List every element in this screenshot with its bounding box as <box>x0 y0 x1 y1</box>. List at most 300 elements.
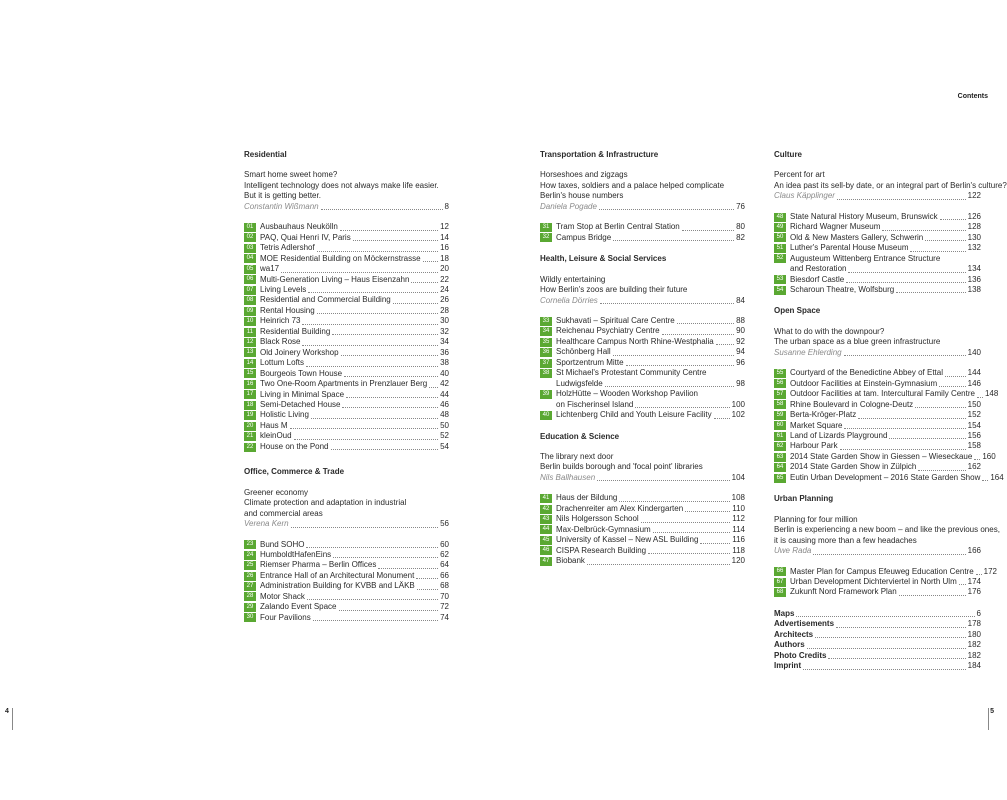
project-title-continued: on Fischerinsel Island <box>556 399 634 409</box>
page-header-title: Contents <box>957 93 988 100</box>
project-number-badge: 62 <box>774 442 786 451</box>
dot-leader <box>353 240 438 241</box>
page-number-right: 5 <box>990 708 994 715</box>
dot-leader <box>308 292 438 293</box>
dot-leader <box>828 658 965 659</box>
appendix-title: Authors <box>774 640 805 650</box>
essay-page-number: 166 <box>967 546 981 556</box>
project-title: Rhine Boulevard in Cologne-Deutz <box>790 399 914 409</box>
project-number-badge: 57 <box>774 390 786 399</box>
toc-entry <box>244 327 449 337</box>
project-page-number: 70 <box>440 591 449 601</box>
section-urban-planning <box>774 494 1000 598</box>
project-number-badge: 54 <box>774 286 786 295</box>
appendix-entry <box>774 630 981 640</box>
project-number-badge: 60 <box>774 421 786 430</box>
middle-column <box>540 150 745 567</box>
appendix-page-number: 6 <box>976 608 981 618</box>
section-title: Urban Planning <box>774 494 834 504</box>
essay-intro-line: What to do with the downpour? <box>774 326 885 336</box>
project-title: kleinOud <box>260 431 292 441</box>
project-title: Courtyard of the Benedictine Abbey of Ettal <box>790 368 943 378</box>
section-title: Health, Leisure & Social Services <box>540 254 667 264</box>
toc-entry <box>244 222 449 232</box>
essay-intro-line: Berlin builds borough and 'focal point' libraries <box>540 462 703 472</box>
essay-intro-line: Smart home sweet home? <box>244 170 338 180</box>
left-column <box>244 150 449 623</box>
toc-entry <box>244 306 449 316</box>
toc-entry <box>774 285 981 295</box>
project-number-badge: 25 <box>244 561 256 570</box>
project-page-number: 82 <box>736 232 745 242</box>
project-number-badge: 68 <box>774 588 786 597</box>
project-number-badge: 33 <box>540 317 552 326</box>
project-title: Campus Bridge <box>556 232 612 242</box>
essay-author-line <box>774 191 981 201</box>
project-number-badge: 04 <box>244 254 256 263</box>
right-column <box>774 150 1007 672</box>
essay-intro-line: and commercial areas <box>244 508 323 518</box>
project-title: Tram Stop at Berlin Central Station <box>556 222 680 232</box>
project-title: Berta-Kröger-Platz <box>790 410 857 420</box>
toc-entry <box>244 592 449 602</box>
project-title: Motor Shack <box>260 591 305 601</box>
essay-intro-line: How taxes, soldiers and a palace helped complicate <box>540 180 725 190</box>
appendix-title: Imprint <box>774 661 802 671</box>
dot-leader <box>417 589 438 590</box>
toc-entry <box>244 275 449 285</box>
project-title: Tetris Adlershof <box>260 243 315 253</box>
essay-intro-line: Greener economy <box>244 487 309 497</box>
appendix-page-number: 180 <box>967 629 981 639</box>
essay-author: Susanne Ehlerding <box>774 347 842 357</box>
dot-leader <box>840 449 966 450</box>
project-title: Living Levels <box>260 284 307 294</box>
section-title: Transportation & Infrastructure <box>540 150 659 159</box>
dot-leader <box>803 669 966 670</box>
project-page-number: 120 <box>731 556 745 566</box>
project-title: Entrance Hall of an Architectural Monument <box>260 570 415 580</box>
toc-entry <box>540 389 745 399</box>
toc-entry <box>540 326 745 336</box>
essay-intro-line: But it is getting better. <box>244 191 321 201</box>
project-number-badge: 14 <box>244 359 256 368</box>
project-title: Richard Wagner Museum <box>790 222 881 232</box>
essay-intro-line: The urban space as a blue green infrastructure <box>774 337 941 347</box>
project-title: Ausbauhaus Neukölln <box>260 222 338 232</box>
project-page-number: 54 <box>440 441 449 451</box>
project-number-badge: 08 <box>244 296 256 305</box>
page-number-left: 4 <box>5 708 9 715</box>
toc-entry <box>244 369 449 379</box>
project-title: Max-Delbrück-Gymnasium <box>556 524 651 534</box>
toc-entry <box>774 233 981 243</box>
project-number-badge: 31 <box>540 223 552 232</box>
dot-leader <box>977 397 983 398</box>
toc-entry <box>774 462 981 472</box>
project-page-number: 20 <box>440 264 449 274</box>
toc-entry <box>774 368 981 378</box>
project-title: Outdoor Facilities at tam. Intercultural Family Centre <box>790 389 975 399</box>
essay-author-line <box>774 348 981 358</box>
project-number-badge: 50 <box>774 233 786 242</box>
project-page-number: 22 <box>440 274 449 284</box>
dot-leader <box>344 376 438 377</box>
project-number-badge: 13 <box>244 348 256 357</box>
project-number-badge: 41 <box>540 494 552 503</box>
project-number-badge: 12 <box>244 338 256 347</box>
project-title: Old & New Masters Gallery, Schwerin <box>790 232 924 242</box>
project-number-badge: 45 <box>540 536 552 545</box>
project-number-badge: 51 <box>774 244 786 253</box>
project-number-badge: 32 <box>540 233 552 242</box>
project-number-badge: 20 <box>244 422 256 431</box>
section-title: Culture <box>774 150 802 159</box>
dot-leader <box>889 438 965 439</box>
dot-leader <box>599 202 734 210</box>
toc-entry <box>540 368 745 378</box>
toc-entry <box>540 347 745 357</box>
dot-leader <box>648 553 730 554</box>
essay-intro-line: Horseshoes and zigzags <box>540 170 628 180</box>
project-title: House on the Pond <box>260 441 329 451</box>
dot-leader <box>597 473 730 481</box>
dot-leader <box>848 272 965 273</box>
dot-leader <box>346 397 438 398</box>
project-title: MOE Residential Building on Möckernstrasse <box>260 253 421 263</box>
dot-leader <box>796 616 974 617</box>
project-page-number: 14 <box>440 232 449 242</box>
project-number-badge: 27 <box>244 582 256 591</box>
project-number-badge: 44 <box>540 525 552 534</box>
dot-leader <box>807 648 966 649</box>
toc-entry <box>774 472 1004 483</box>
project-page-number: 114 <box>732 524 745 534</box>
dot-leader <box>635 407 729 408</box>
project-number-badge: 34 <box>540 327 552 336</box>
essay-author-line <box>540 473 745 483</box>
toc-entry <box>774 451 996 462</box>
project-number-badge: 24 <box>244 551 256 560</box>
essay-author-line <box>244 519 449 529</box>
project-number-badge: 39 <box>540 390 552 399</box>
project-page-number: 64 <box>440 560 449 570</box>
project-title: Reichenau Psychiatry Centre <box>556 326 660 336</box>
project-page-number: 30 <box>440 316 449 326</box>
project-page-number: 118 <box>732 545 745 555</box>
section-title: Residential <box>244 150 287 159</box>
dot-leader <box>600 296 734 304</box>
toc-entry-continuation <box>774 264 981 274</box>
project-number-badge: 43 <box>540 515 552 524</box>
project-title: Haus M <box>260 420 288 430</box>
essay-author-line <box>774 546 981 556</box>
dot-leader <box>411 282 438 283</box>
project-page-number: 148 <box>984 389 999 399</box>
section-open-space <box>774 306 1004 483</box>
project-title: Riemser Pharma – Berlin Offices <box>260 560 377 570</box>
project-number-badge: 18 <box>244 401 256 410</box>
project-number-badge: 10 <box>244 317 256 326</box>
project-page-number: 80 <box>736 222 745 232</box>
project-title: Bund SOHO <box>260 539 305 549</box>
toc-entry <box>774 243 981 253</box>
project-page-number: 162 <box>967 462 981 472</box>
dot-leader <box>815 637 966 638</box>
dot-leader <box>939 386 965 387</box>
project-title: Administration Building for KVBB and LÄKB <box>260 581 415 591</box>
project-page-number: 164 <box>990 472 1004 482</box>
project-page-number: 26 <box>440 295 449 305</box>
essay-intro-line: Wildly entertaining <box>540 274 606 284</box>
dot-leader <box>587 564 730 565</box>
dot-leader <box>896 292 965 293</box>
essay-page-number: 104 <box>731 472 745 482</box>
project-number-badge: 06 <box>244 275 256 284</box>
toc-entry-continuation <box>540 379 745 389</box>
toc-entry <box>774 441 981 451</box>
toc-entry <box>540 556 745 566</box>
toc-entry <box>244 410 449 420</box>
dot-leader <box>813 546 965 554</box>
project-title: Multi-Generation Living – Haus Eisenzahn <box>260 274 410 284</box>
project-page-number: 136 <box>967 274 981 284</box>
dot-leader <box>613 240 734 241</box>
project-title: CISPA Research Building <box>556 545 647 555</box>
project-page-number: 34 <box>440 337 449 347</box>
essay-page-number: 76 <box>736 201 745 211</box>
essay-page-number: 84 <box>736 295 745 305</box>
dot-leader <box>302 345 438 346</box>
toc-entry <box>244 390 449 400</box>
project-number-badge: 29 <box>244 603 256 612</box>
project-page-number: 126 <box>967 211 981 221</box>
project-title: Urban Development Dichterviertel in North Ulm <box>790 576 957 586</box>
dot-leader <box>429 387 438 388</box>
project-title: Market Square <box>790 420 843 430</box>
dot-leader <box>910 251 965 252</box>
toc-entry <box>774 275 981 285</box>
toc-entry <box>774 410 981 420</box>
left-page-rule <box>12 708 13 730</box>
toc-entry-continuation <box>540 400 745 410</box>
dot-leader <box>332 334 438 335</box>
project-page-number: 60 <box>440 539 449 549</box>
appendix-title: Architects <box>774 629 814 639</box>
toc-entry <box>244 613 449 623</box>
toc-entry <box>244 285 449 295</box>
project-title: Land of Lizards Playground <box>790 430 888 440</box>
project-page-number: 150 <box>967 399 981 409</box>
project-number-badge: 01 <box>244 223 256 232</box>
essay-author-line <box>244 202 449 212</box>
project-number-badge: 47 <box>540 557 552 566</box>
dot-leader <box>959 584 966 585</box>
project-number-badge: 11 <box>244 328 256 337</box>
project-page-number: 130 <box>967 232 981 242</box>
essay-author: Daniela Pogade <box>540 201 597 211</box>
project-number-badge: 61 <box>774 432 786 441</box>
right-page-rule <box>988 708 989 730</box>
project-title: Zukunft Nord Framework Plan <box>790 587 897 597</box>
section-title: Open Space <box>774 306 821 316</box>
toc-entry <box>244 264 449 274</box>
appendix-title: Maps <box>774 608 795 618</box>
toc-entry <box>540 514 745 524</box>
section-culture <box>774 150 1007 295</box>
toc-entry <box>774 431 981 441</box>
appendix-entry <box>774 619 981 629</box>
toc-entry <box>540 493 745 503</box>
dot-leader <box>846 282 965 283</box>
project-title: Semi-Detached House <box>260 399 341 409</box>
project-page-number: 108 <box>731 493 745 503</box>
toc-entry <box>244 316 449 326</box>
project-page-number: 158 <box>967 441 981 451</box>
essay-author: Claus Käpplinger <box>774 191 835 201</box>
project-page-number: 32 <box>440 326 449 336</box>
project-title: Residential Building <box>260 326 331 336</box>
project-number-badge: 66 <box>774 567 786 576</box>
dot-leader <box>339 610 439 611</box>
project-page-number: 90 <box>736 326 745 336</box>
dot-leader <box>716 344 734 345</box>
project-page-number: 112 <box>732 514 745 524</box>
project-title: Rental Housing <box>260 305 315 315</box>
toc-entry <box>244 254 449 264</box>
toc-entry <box>774 254 981 264</box>
project-page-number: 36 <box>440 347 449 357</box>
dot-leader <box>306 547 438 548</box>
appendix-page-number: 184 <box>967 661 981 671</box>
project-number-badge: 36 <box>540 348 552 357</box>
project-title: Master Plan for Campus Efeuweg Education Centre <box>790 566 974 576</box>
dot-leader <box>974 459 980 460</box>
dot-leader <box>311 418 438 419</box>
essay-page-number: 8 <box>444 201 449 211</box>
toc-entry <box>774 389 999 399</box>
toc-entry <box>540 358 745 368</box>
toc-entry <box>244 348 449 358</box>
dot-leader <box>626 365 735 366</box>
project-page-number: 50 <box>440 420 449 430</box>
project-page-number: 146 <box>967 378 981 388</box>
project-number-badge: 42 <box>540 505 552 514</box>
project-page-number: 12 <box>440 222 449 232</box>
dot-leader <box>836 627 966 628</box>
project-title: Lichtenberg Child and Youth Leisure Facility <box>556 410 712 420</box>
project-page-number: 46 <box>440 399 449 409</box>
dot-leader <box>306 366 438 367</box>
appendix-page-number: 182 <box>967 650 981 660</box>
project-title-continued: and Restoration <box>790 264 847 274</box>
toc-entry <box>540 222 745 232</box>
toc-entry <box>774 587 981 597</box>
toc-entry <box>244 337 449 347</box>
essay-intro-line: Berlin is experiencing a new boom – and like the previous ones, <box>774 525 1000 535</box>
project-number-badge: 53 <box>774 275 786 284</box>
project-title: Lottum Lofts <box>260 358 305 368</box>
project-number-badge: 23 <box>244 540 256 549</box>
toc-entry <box>774 222 981 232</box>
dot-leader <box>619 501 729 502</box>
project-page-number: 174 <box>967 576 981 586</box>
project-title: Drachenreiter am Alex Kindergarten <box>556 503 684 513</box>
dot-leader <box>302 324 438 325</box>
project-title: Residential and Commercial Building <box>260 295 391 305</box>
section-office <box>244 467 449 623</box>
project-page-number: 100 <box>731 399 745 409</box>
project-number-badge: 56 <box>774 379 786 388</box>
project-page-number: 24 <box>440 284 449 294</box>
dot-leader <box>837 191 966 199</box>
project-number-badge: 49 <box>774 223 786 232</box>
project-number-badge: 28 <box>244 592 256 601</box>
project-title: Old Joinery Workshop <box>260 347 339 357</box>
project-page-number: 68 <box>440 581 449 591</box>
project-number-badge: 07 <box>244 286 256 295</box>
section-title: Education & Science <box>540 431 620 441</box>
dot-leader <box>378 568 438 569</box>
dot-leader <box>307 599 438 600</box>
project-number-badge: 17 <box>244 390 256 399</box>
appendix-title: Photo Credits <box>774 650 827 660</box>
project-number-badge: 38 <box>540 369 552 378</box>
project-number-badge: 67 <box>774 578 786 587</box>
toc-entry <box>774 421 981 431</box>
project-title-continued: Ludwigsfelde <box>556 378 603 388</box>
section-title: Office, Commerce & Trade <box>244 467 345 477</box>
project-title: HumboldtHafenEins <box>260 549 332 559</box>
project-number-badge: 15 <box>244 369 256 378</box>
project-page-number: 154 <box>967 420 981 430</box>
project-page-number: 138 <box>967 284 981 294</box>
project-title: St Michael's Protestant Community Centre <box>556 368 707 378</box>
dot-leader <box>925 240 965 241</box>
dot-leader <box>613 355 734 356</box>
project-page-number: 172 <box>983 566 998 576</box>
dot-leader <box>844 348 966 356</box>
toc-entry <box>244 233 449 243</box>
dot-leader <box>317 313 438 314</box>
toc-entry <box>244 400 449 410</box>
toc-entry <box>540 525 745 535</box>
project-title: University of Kassel – New ASL Building <box>556 535 699 545</box>
project-page-number: 176 <box>967 587 981 597</box>
project-page-number: 156 <box>967 430 981 440</box>
dot-leader <box>342 407 438 408</box>
toc-entry <box>540 504 745 514</box>
dot-leader <box>677 323 734 324</box>
project-number-badge: 40 <box>540 411 552 420</box>
dot-leader <box>641 522 731 523</box>
section-education <box>540 432 745 567</box>
project-number-badge: 16 <box>244 380 256 389</box>
project-number-badge: 37 <box>540 359 552 368</box>
essay-page-number: 122 <box>967 191 981 201</box>
appendix-entry <box>774 661 981 671</box>
toc-entry <box>244 379 449 389</box>
project-page-number: 74 <box>440 612 449 622</box>
dot-leader <box>333 557 438 558</box>
dot-leader <box>653 532 731 533</box>
toc-entry <box>540 546 745 556</box>
project-number-badge: 22 <box>244 443 256 452</box>
essay-intro-line: The library next door <box>540 451 614 461</box>
essay-intro-line: Intelligent technology does not always make life easier. <box>244 180 439 190</box>
project-page-number: 72 <box>440 602 449 612</box>
dot-leader <box>340 230 438 231</box>
